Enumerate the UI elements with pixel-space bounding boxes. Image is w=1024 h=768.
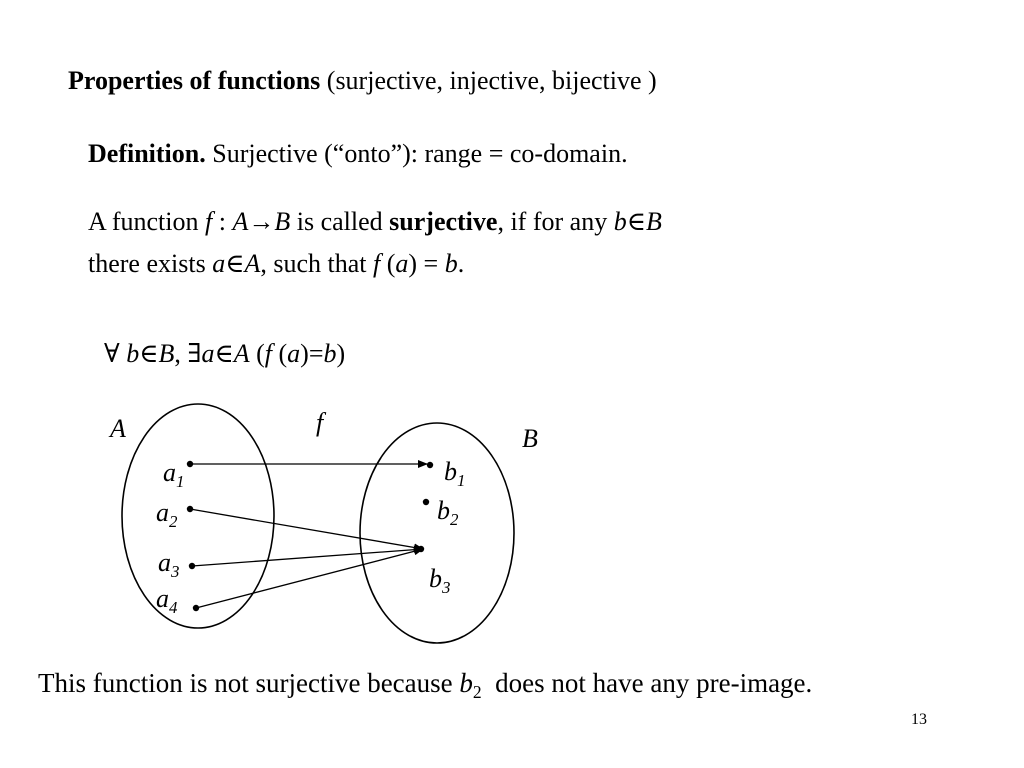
title-rest: (surjective, injective, bijective )	[320, 66, 657, 95]
math-set-b: B	[645, 207, 662, 236]
math-b: b	[444, 249, 458, 278]
label-base: b	[444, 457, 457, 486]
text-fragment: , such that	[260, 249, 373, 278]
text-fragment: there exists	[88, 249, 213, 278]
label-subscript: 1	[176, 471, 185, 491]
text-fragment: (	[380, 249, 396, 278]
label-subscript: 2	[169, 511, 178, 531]
label-subscript: 1	[457, 470, 466, 490]
text-fragment: ,	[174, 339, 188, 368]
math-a: a	[395, 249, 409, 278]
title-bold: Properties of functions	[68, 66, 321, 95]
math-a: a	[287, 339, 301, 368]
set-a-label: A	[110, 414, 126, 443]
element-of-symbol: ∈	[626, 207, 646, 236]
codomain-label-b3	[429, 564, 451, 597]
math-a: a	[212, 249, 226, 278]
term-surjective: surjective	[389, 207, 498, 236]
math-set-b: B	[158, 339, 175, 368]
text-fragment: ) =	[408, 249, 445, 278]
exists-symbol: ∃	[187, 339, 202, 368]
math-b: b	[323, 339, 337, 368]
page-number: 13	[911, 711, 927, 728]
set-b-label: B	[522, 424, 538, 453]
math-f: f	[205, 207, 213, 236]
point-a1	[187, 461, 193, 467]
element-of-symbol: ∈	[214, 339, 234, 368]
math-set-a: A	[233, 339, 250, 368]
label-subscript: 3	[171, 561, 180, 581]
element-of-symbol: ∈	[139, 339, 159, 368]
set-b-ellipse	[360, 423, 514, 643]
math-b: b	[613, 207, 627, 236]
domain-label-a3	[158, 548, 180, 581]
point-b3	[418, 546, 424, 552]
label-subscript: 2	[450, 509, 459, 529]
mapping-arrow-a2-b3	[190, 509, 423, 549]
codomain-label-b1	[444, 457, 466, 490]
domain-label-a2	[156, 498, 178, 531]
forall-symbol: ∀	[104, 339, 120, 368]
element-of-symbol: ∈	[225, 249, 245, 278]
label-base: a	[156, 498, 169, 527]
text-fragment: (	[249, 339, 265, 368]
point-b2	[423, 499, 429, 505]
label-subscript: 4	[169, 597, 178, 617]
conclusion-text	[38, 668, 813, 703]
text-fragment: (	[272, 339, 288, 368]
text-fragment: is called	[290, 207, 390, 236]
math-b: b	[459, 668, 473, 698]
function-label: f	[316, 408, 324, 437]
text-fragment: .	[457, 249, 465, 278]
label-base: a	[156, 584, 169, 613]
math-f: f	[372, 249, 381, 278]
point-a2	[187, 506, 193, 512]
math-set-b: B	[274, 207, 291, 236]
text-fragment: :	[212, 207, 233, 236]
definition-text: Surjective (“onto”): range = co-domain.	[205, 139, 628, 168]
label-base: b	[437, 496, 450, 525]
label-base: b	[429, 564, 442, 593]
text-fragment: , if for any	[497, 207, 614, 236]
arrow-symbol: →	[248, 207, 275, 236]
set-a-ellipse	[122, 404, 274, 628]
codomain-label-b2	[437, 496, 459, 529]
point-a4	[193, 605, 199, 611]
label-base: a	[163, 458, 176, 487]
math-set-a: A	[232, 207, 249, 236]
label-base: a	[158, 548, 171, 577]
text-fragment: This function is not surjective because	[38, 668, 460, 698]
text-fragment: )	[336, 339, 346, 368]
point-b1	[427, 462, 433, 468]
text-fragment: )=	[300, 339, 324, 368]
point-a3	[189, 563, 195, 569]
math-a: a	[201, 339, 215, 368]
definition-label: Definition.	[88, 139, 206, 168]
math-f: f	[264, 339, 272, 368]
math-set-a: A	[244, 249, 261, 278]
label-subscript: 2	[472, 682, 482, 703]
domain-label-a4	[156, 584, 178, 617]
label-subscript: 3	[442, 577, 451, 597]
text-fragment: does not have any pre-image.	[481, 668, 813, 698]
text-fragment: A function	[88, 207, 205, 236]
math-b: b	[126, 339, 140, 368]
domain-label-a1	[163, 458, 185, 491]
